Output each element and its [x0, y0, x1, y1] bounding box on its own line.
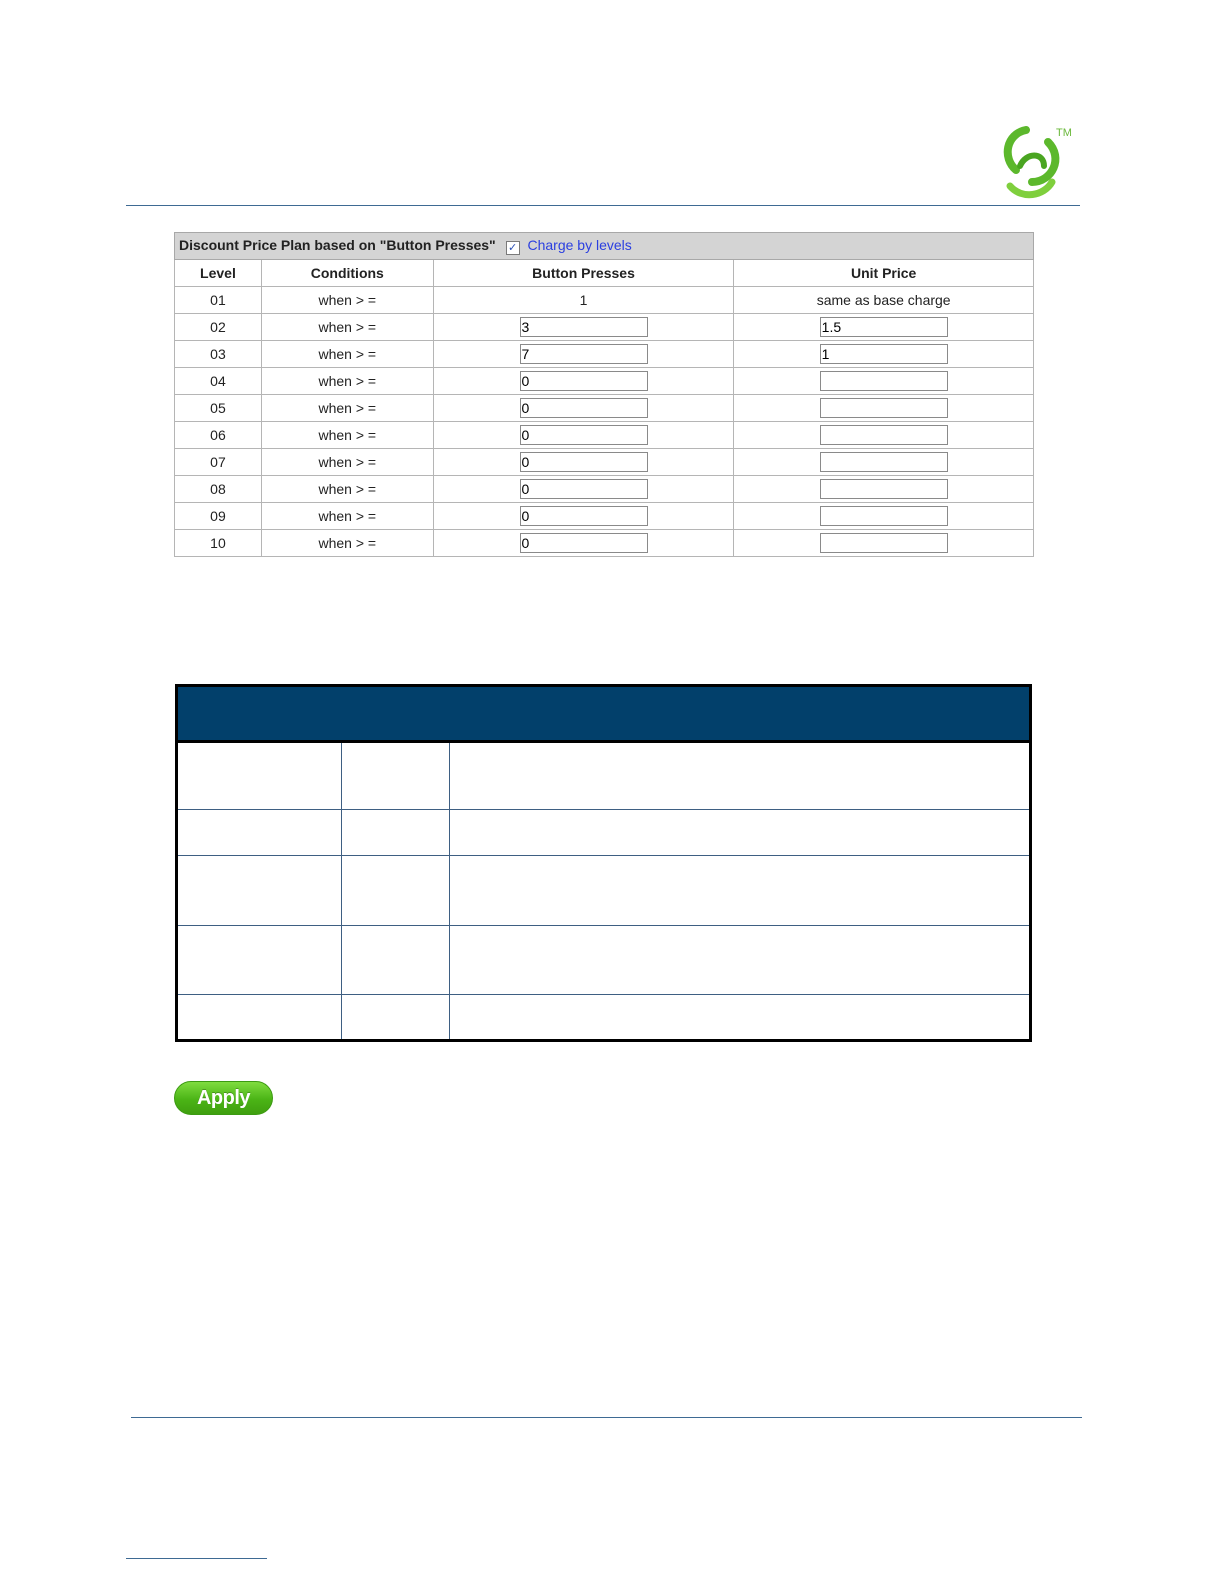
footer-rule — [131, 1417, 1082, 1418]
table-row — [175, 422, 1034, 449]
plan-title: Discount Price Plan based on "Button Presses" — [179, 237, 496, 253]
table-row — [175, 314, 1034, 341]
row-divider — [178, 925, 1029, 926]
column-divider-tick — [341, 684, 342, 687]
column-divider-tick — [449, 684, 450, 687]
header-unit-price: Unit Price — [734, 260, 1034, 287]
level-cell: 07 — [175, 449, 262, 476]
unit-price-input[interactable] — [820, 506, 948, 526]
presses-cell — [433, 341, 734, 368]
level-cell: 09 — [175, 503, 262, 530]
header-rule — [126, 205, 1080, 206]
condition-cell: when > = — [261, 341, 433, 368]
table-row — [175, 449, 1034, 476]
unit-price-input[interactable] — [820, 344, 948, 364]
blank-description-table — [175, 684, 1032, 1042]
condition-cell: when > = — [261, 449, 433, 476]
level-cell: 01 — [175, 287, 262, 314]
button-presses-input[interactable] — [520, 344, 648, 364]
plan-title-bar — [175, 233, 1034, 260]
presses-cell — [433, 368, 734, 395]
presses-cell — [433, 449, 734, 476]
charge-by-levels-checkbox[interactable]: ✓ — [506, 241, 520, 255]
apply-button[interactable]: Apply — [174, 1081, 273, 1115]
unit-price-cell — [734, 503, 1034, 530]
button-presses-input[interactable] — [520, 425, 648, 445]
presses-cell — [433, 503, 734, 530]
unit-price-cell — [734, 476, 1034, 503]
presses-cell — [433, 476, 734, 503]
svg-text:TM: TM — [1056, 127, 1072, 139]
level-cell: 03 — [175, 341, 262, 368]
condition-cell: when > = — [261, 530, 433, 557]
table-row — [175, 503, 1034, 530]
presses-cell — [433, 530, 734, 557]
row-divider — [178, 855, 1029, 856]
unit-price-cell — [734, 368, 1034, 395]
condition-cell: when > = — [261, 368, 433, 395]
unit-price-input[interactable] — [820, 452, 948, 472]
unit-price-cell — [734, 422, 1034, 449]
unit-price-input[interactable] — [820, 317, 948, 337]
brand-logo — [986, 122, 1078, 204]
unit-price-input[interactable] — [820, 398, 948, 418]
table-row — [175, 530, 1034, 557]
header-conditions: Conditions — [261, 260, 433, 287]
table-row — [175, 341, 1034, 368]
presses-cell: 1 — [433, 287, 734, 314]
level-cell: 04 — [175, 368, 262, 395]
condition-cell: when > = — [261, 476, 433, 503]
presses-cell — [433, 422, 734, 449]
button-presses-input[interactable] — [520, 452, 648, 472]
condition-cell: when > = — [261, 314, 433, 341]
unit-price-cell — [734, 449, 1034, 476]
unit-price-input[interactable] — [820, 425, 948, 445]
button-presses-input[interactable] — [520, 317, 648, 337]
unit-price-cell: same as base charge — [734, 287, 1034, 314]
unit-price-input[interactable] — [820, 479, 948, 499]
table-row — [175, 476, 1034, 503]
level-cell: 05 — [175, 395, 262, 422]
condition-cell: when > = — [261, 287, 433, 314]
header-button-presses: Button Presses — [433, 260, 734, 287]
button-presses-input[interactable] — [520, 533, 648, 553]
discount-plan-table — [174, 232, 1034, 557]
row-divider — [178, 994, 1029, 995]
unit-price-cell — [734, 395, 1034, 422]
table-row — [175, 368, 1034, 395]
unit-price-cell — [734, 314, 1034, 341]
button-presses-input[interactable] — [520, 398, 648, 418]
charge-by-levels-label[interactable]: Charge by levels — [527, 237, 632, 253]
table-row — [175, 287, 1034, 314]
unit-price-input[interactable] — [820, 371, 948, 391]
table-row — [175, 395, 1034, 422]
level-cell: 06 — [175, 422, 262, 449]
level-cell: 10 — [175, 530, 262, 557]
header-level: Level — [175, 260, 262, 287]
row-divider — [178, 809, 1029, 810]
level-cell: 08 — [175, 476, 262, 503]
unit-price-cell — [734, 530, 1034, 557]
level-cell: 02 — [175, 314, 262, 341]
presses-cell — [433, 395, 734, 422]
unit-price-cell — [734, 341, 1034, 368]
unit-price-input[interactable] — [820, 533, 948, 553]
condition-cell: when > = — [261, 395, 433, 422]
condition-cell: when > = — [261, 503, 433, 530]
button-presses-input[interactable] — [520, 371, 648, 391]
table-header-band — [178, 687, 1029, 743]
footnote-rule — [126, 1558, 267, 1559]
button-presses-input[interactable] — [520, 479, 648, 499]
button-presses-input[interactable] — [520, 506, 648, 526]
condition-cell: when > = — [261, 422, 433, 449]
presses-cell — [433, 314, 734, 341]
